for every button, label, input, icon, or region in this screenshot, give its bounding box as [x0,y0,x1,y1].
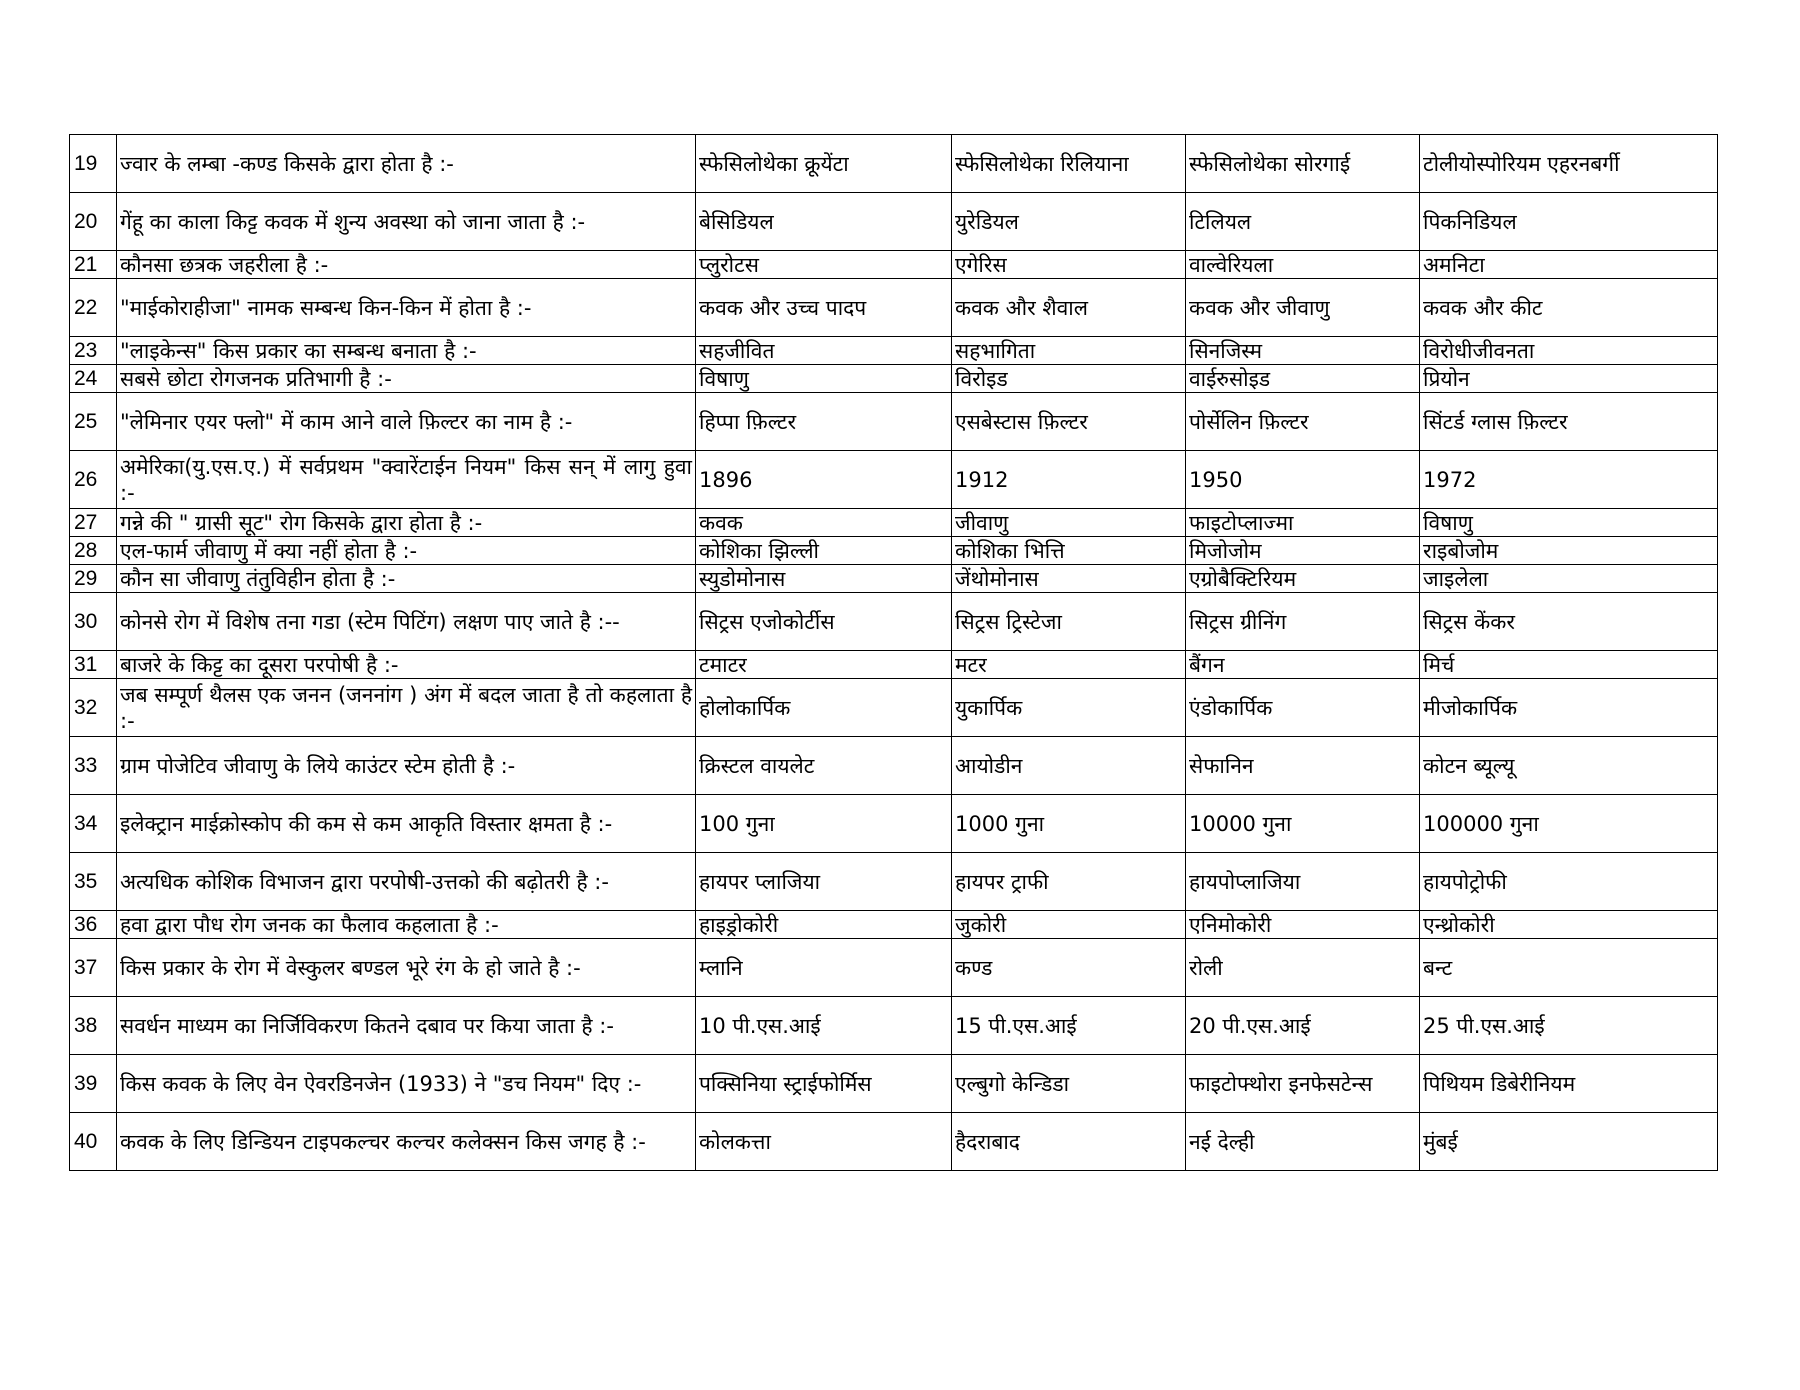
question-number: 26 [70,451,117,509]
table-row [70,365,1718,393]
option-a: क्रिस्टल वायलेट [696,737,952,795]
option-d: पिकनिडियल [1420,193,1718,251]
table-row [70,911,1718,939]
option-a: कवक [696,509,952,537]
table-row [70,679,1718,737]
question-table-body [70,135,1718,1171]
option-c: सिट्रस ग्रीनिंग [1186,593,1420,651]
question-number: 20 [70,193,117,251]
option-c: फाइटोफ्थोरा इनफेसटेन्स [1186,1055,1420,1113]
option-b: जेंथोमोनास [952,565,1186,593]
option-a: म्लानि [696,939,952,997]
question-text: "माईकोराहीजा" नामक सम्बन्ध किन-किन में होता है :- [117,279,696,337]
option-c: हायपोप्लाजिया [1186,853,1420,911]
option-d: टोलीयोस्पोरियम एहरनबर्गी [1420,135,1718,193]
table-row [70,795,1718,853]
option-d: राइबोजोम [1420,537,1718,565]
option-c: पोर्सेलिन फ़िल्टर [1186,393,1420,451]
option-d: 100000 गुना [1420,795,1718,853]
question-number: 21 [70,251,117,279]
option-b: आयोडीन [952,737,1186,795]
option-a: हाइड्रोकोरी [696,911,952,939]
option-d: एन्थ्रोकोरी [1420,911,1718,939]
question-text: "लाइकेन्स" किस प्रकार का सम्बन्ध बनाता है :- [117,337,696,365]
table-row [70,651,1718,679]
option-c: कवक और जीवाणु [1186,279,1420,337]
question-number: 24 [70,365,117,393]
option-b: कोशिका भित्ति [952,537,1186,565]
option-a: प्लुरोटस [696,251,952,279]
table-row [70,1113,1718,1171]
question-text: जब सम्पूर्ण थैलस एक जनन (जननांग ) अंग में बदल जाता है तो कहलाता है :- [117,679,696,737]
question-text: ग्राम पोजेटिव जीवाणु के लिये काउंटर स्टेम होती है :- [117,737,696,795]
question-text: कौनसा छत्रक जहरीला है :- [117,251,696,279]
question-number: 30 [70,593,117,651]
question-text: किस कवक के लिए वेन ऐवरडिनजेन (1933) ने "डच नियम" दिए :- [117,1055,696,1113]
option-d: 25 पी.एस.आई [1420,997,1718,1055]
option-d: विषाणु [1420,509,1718,537]
question-number: 25 [70,393,117,451]
table-row [70,565,1718,593]
option-b: युरेडियल [952,193,1186,251]
question-text: कौन सा जीवाणु तंतुविहीन होता है :- [117,565,696,593]
option-c: एनिमोकोरी [1186,911,1420,939]
option-b: एगेरिस [952,251,1186,279]
question-text: किस प्रकार के रोग में वेस्कुलर बण्डल भूरे रंग के हो जाते है :- [117,939,696,997]
question-text: गेंहू का काला किट्ट कवक में शुन्य अवस्था को जाना जाता है :- [117,193,696,251]
question-text: ज्वार के लम्बा -कण्ड किसके द्वारा होता है :- [117,135,696,193]
question-text: "लेमिनार एयर फ्लो" में काम आने वाले फ़िल्टर का नाम है :- [117,393,696,451]
question-number: 27 [70,509,117,537]
option-c: नई देल्ही [1186,1113,1420,1171]
option-c: एंडोकार्पिक [1186,679,1420,737]
option-d: बन्ट [1420,939,1718,997]
table-row [70,853,1718,911]
question-number: 19 [70,135,117,193]
option-b: हैदराबाद [952,1113,1186,1171]
option-b: स्फेसिलोथेका रिलियाना [952,135,1186,193]
question-number: 28 [70,537,117,565]
option-c: टिलियल [1186,193,1420,251]
option-b: सिट्रस ट्रिस्टेजा [952,593,1186,651]
option-d: प्रियोन [1420,365,1718,393]
option-d: सिंटर्ड ग्लास फ़िल्टर [1420,393,1718,451]
option-a: पक्सिनिया स्ट्राईफोर्मिस [696,1055,952,1113]
question-text: सवर्धन माध्यम का निर्जिविकरण कितने दबाव पर किया जाता है :- [117,997,696,1055]
table-row [70,537,1718,565]
option-d: सिट्रस केंकर [1420,593,1718,651]
table-row [70,193,1718,251]
option-a: विषाणु [696,365,952,393]
question-text: गन्ने की " ग्रासी सूट" रोग किसके द्वारा होता है :- [117,509,696,537]
option-b: जुकोरी [952,911,1186,939]
option-a: स्फेसिलोथेका क्रूयेंटा [696,135,952,193]
option-d: मीजोकार्पिक [1420,679,1718,737]
table-row [70,251,1718,279]
table-row [70,939,1718,997]
question-table [69,134,1718,1171]
table-row [70,451,1718,509]
option-b: एसबेस्टास फ़िल्टर [952,393,1186,451]
option-d: पिथियम डिबेरीनियम [1420,1055,1718,1113]
question-text: अत्यधिक कोशिक विभाजन द्वारा परपोषी-उत्तको की बढ़ोतरी है :- [117,853,696,911]
question-text: हवा द्वारा पौध रोग जनक का फैलाव कहलाता है :- [117,911,696,939]
question-number: 32 [70,679,117,737]
option-d: मिर्च [1420,651,1718,679]
option-c: वाईरुसोइड [1186,365,1420,393]
option-b: जीवाणु [952,509,1186,537]
option-d: जाइलेला [1420,565,1718,593]
option-a: 1896 [696,451,952,509]
question-number: 31 [70,651,117,679]
option-b: कण्ड [952,939,1186,997]
option-b: 1912 [952,451,1186,509]
table-row [70,737,1718,795]
option-c: सेफानिन [1186,737,1420,795]
table-row [70,997,1718,1055]
option-c: वाल्वेरियला [1186,251,1420,279]
table-row [70,279,1718,337]
option-d: कोटन ब्यूल्यू [1420,737,1718,795]
option-c: बैंगन [1186,651,1420,679]
option-a: 100 गुना [696,795,952,853]
option-d: अमनिटा [1420,251,1718,279]
option-a: स्युडोमोनास [696,565,952,593]
table-row [70,135,1718,193]
question-number: 29 [70,565,117,593]
question-number: 39 [70,1055,117,1113]
option-c: एग्रोबैक्टिरियम [1186,565,1420,593]
option-a: कोशिका झिल्ली [696,537,952,565]
question-text: कोनसे रोग में विशेष तना गडा (स्टेम पिटिंग) लक्षण पाए जाते है :-- [117,593,696,651]
option-c: सिनजिस्म [1186,337,1420,365]
question-number: 37 [70,939,117,997]
option-c: 10000 गुना [1186,795,1420,853]
option-a: 10 पी.एस.आई [696,997,952,1055]
question-number: 34 [70,795,117,853]
question-number: 36 [70,911,117,939]
table-row [70,1055,1718,1113]
option-a: बेसिडियल [696,193,952,251]
option-c: स्फेसिलोथेका सोरगाई [1186,135,1420,193]
option-c: 20 पी.एस.आई [1186,997,1420,1055]
option-d: हायपोट्रोफी [1420,853,1718,911]
option-a: हायपर प्लाजिया [696,853,952,911]
option-c: रोली [1186,939,1420,997]
option-a: कोलकत्ता [696,1113,952,1171]
question-number: 22 [70,279,117,337]
question-number: 33 [70,737,117,795]
option-b: कवक और शैवाल [952,279,1186,337]
question-text: बाजरे के किट्ट का दूसरा परपोषी है :- [117,651,696,679]
option-a: कवक और उच्च पादप [696,279,952,337]
option-d: 1972 [1420,451,1718,509]
question-text: अमेरिका(यु.एस.ए.) में सर्वप्रथम "क्वारेंटाईन नियम" किस सन् में लागु हुवा :- [117,451,696,509]
option-b: युकार्पिक [952,679,1186,737]
option-b: सहभागिता [952,337,1186,365]
option-b: हायपर ट्राफी [952,853,1186,911]
option-c: 1950 [1186,451,1420,509]
question-number: 38 [70,997,117,1055]
option-a: सिट्रस एजोकोर्टीस [696,593,952,651]
table-row [70,393,1718,451]
option-b: 1000 गुना [952,795,1186,853]
option-a: हिप्पा फ़िल्टर [696,393,952,451]
table-row [70,509,1718,537]
question-text: सबसे छोटा रोगजनक प्रतिभागी है :- [117,365,696,393]
option-d: कवक और कीट [1420,279,1718,337]
option-b: एल्बुगो केन्डिडा [952,1055,1186,1113]
option-d: मुंबई [1420,1113,1718,1171]
question-number: 40 [70,1113,117,1171]
question-text: एल-फार्म जीवाणु में क्या नहीं होता है :- [117,537,696,565]
question-number: 23 [70,337,117,365]
question-text: कवक के लिए डिन्डियन टाइपकल्चर कल्चर कलेक्सन किस जगह है :- [117,1113,696,1171]
option-b: विरोइड [952,365,1186,393]
option-c: फाइटोप्लाज्मा [1186,509,1420,537]
table-row [70,337,1718,365]
question-number: 35 [70,853,117,911]
option-c: मिजोजोम [1186,537,1420,565]
question-text: इलेक्ट्रान माईक्रोस्कोप की कम से कम आकृति विस्तार क्षमता है :- [117,795,696,853]
option-d: विरोधीजीवनता [1420,337,1718,365]
option-b: मटर [952,651,1186,679]
table-row [70,593,1718,651]
option-a: होलोकार्पिक [696,679,952,737]
option-a: सहजीवित [696,337,952,365]
option-b: 15 पी.एस.आई [952,997,1186,1055]
option-a: टमाटर [696,651,952,679]
